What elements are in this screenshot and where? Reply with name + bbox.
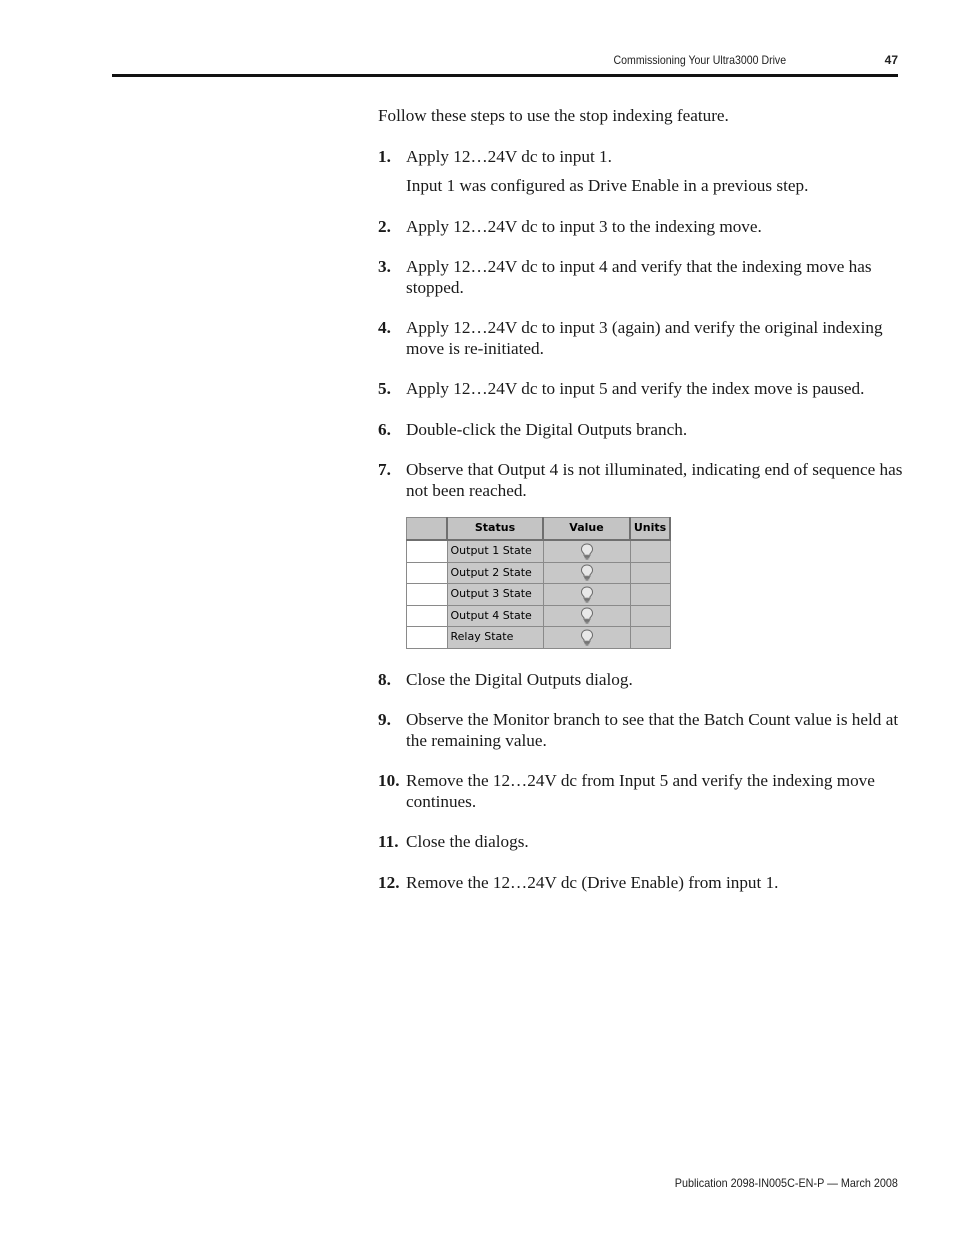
row-header-cell[interactable] xyxy=(407,562,448,584)
step-5 xyxy=(378,379,903,400)
step-1 xyxy=(378,147,903,197)
header-rule xyxy=(112,74,898,77)
step-number: 6. xyxy=(378,419,391,439)
step-6 xyxy=(378,420,903,441)
value-cell xyxy=(543,605,630,627)
column-header-status[interactable]: Status xyxy=(447,518,543,541)
output-name-cell: Output 2 State xyxy=(447,562,543,584)
value-cell xyxy=(543,627,630,649)
lightbulb-off-icon xyxy=(580,607,594,624)
header-blank-cell xyxy=(407,518,448,541)
units-cell xyxy=(630,627,670,649)
row-header-cell[interactable] xyxy=(407,605,448,627)
step-text: Double-click the Digital Outputs branch. xyxy=(406,419,688,439)
row-header-cell[interactable] xyxy=(407,584,448,606)
step-text: Apply 12…24V dc to input 1. xyxy=(406,146,612,166)
intro-text: Follow these steps to use the stop indexing feature. xyxy=(378,106,729,125)
table-row[interactable] xyxy=(407,627,671,649)
step-text: Apply 12…24V dc to input 3 (again) and verify the original indexing move is re-initiated. xyxy=(406,318,883,358)
step-2 xyxy=(378,217,903,238)
step-text: Apply 12…24V dc to input 3 to the indexing move. xyxy=(406,216,762,236)
step-text: Close the Digital Outputs dialog. xyxy=(406,669,633,689)
lightbulb-off-icon xyxy=(580,543,594,560)
digital-outputs-screenshot xyxy=(406,517,903,649)
table-header-row xyxy=(407,518,671,541)
column-header-units[interactable]: Units xyxy=(630,518,670,541)
step-text: Apply 12…24V dc to input 5 and verify the index move is paused. xyxy=(406,379,865,398)
step-number: 4. xyxy=(378,318,391,337)
output-name-cell: Output 3 State xyxy=(447,584,543,606)
step-number: 7. xyxy=(378,460,391,479)
step-note: Input 1 was configured as Drive Enable in a previous step. xyxy=(406,176,809,195)
step-10 xyxy=(378,771,903,812)
table-row[interactable] xyxy=(407,562,671,584)
value-cell xyxy=(543,562,630,584)
row-header-cell[interactable] xyxy=(407,627,448,649)
column-header-value[interactable]: Value xyxy=(543,518,630,541)
step-4 xyxy=(378,318,903,359)
step-text: Remove the 12…24V dc from Input 5 and verify the indexing move continues. xyxy=(406,771,875,811)
units-cell xyxy=(630,562,670,584)
step-3 xyxy=(378,257,903,298)
step-8 xyxy=(378,670,903,691)
step-number: 2. xyxy=(378,216,391,236)
step-text: Remove the 12…24V dc (Drive Enable) from input 1. xyxy=(406,872,779,892)
output-name-cell: Output 4 State xyxy=(447,605,543,627)
step-7 xyxy=(378,460,903,501)
step-number: 8. xyxy=(378,669,391,689)
value-cell xyxy=(543,584,630,606)
step-text: Observe the Monitor branch to see that the Batch Count value is held at the remaining value. xyxy=(406,710,899,750)
step-9 xyxy=(378,710,903,751)
step-number: 1. xyxy=(378,146,391,166)
step-number: 5. xyxy=(378,379,391,398)
step-number: 3. xyxy=(378,257,391,276)
step-11 xyxy=(378,832,903,853)
step-text: Observe that Output 4 is not illuminated, indicating end of sequence has not been reached. xyxy=(406,460,903,500)
table-row[interactable] xyxy=(407,584,671,606)
step-text: Apply 12…24V dc to input 4 and verify that the indexing move has stopped. xyxy=(406,257,872,297)
lightbulb-off-icon xyxy=(580,629,594,646)
output-name-cell: Output 1 State xyxy=(447,540,543,562)
main-content xyxy=(378,106,903,913)
lightbulb-off-icon xyxy=(580,564,594,581)
publication-footer: Publication 2098-IN005C-EN-P — March 2008 xyxy=(674,1176,898,1190)
lightbulb-off-icon xyxy=(580,586,594,603)
units-cell xyxy=(630,605,670,627)
table-row[interactable] xyxy=(407,540,671,562)
digital-outputs-table xyxy=(406,517,671,649)
step-number: 9. xyxy=(378,710,391,729)
step-12 xyxy=(378,873,903,894)
page-header xyxy=(112,52,898,70)
step-number: 12. xyxy=(378,872,400,892)
table-row[interactable] xyxy=(407,605,671,627)
units-cell xyxy=(630,540,670,562)
step-number: 10. xyxy=(378,771,400,790)
value-cell xyxy=(543,540,630,562)
step-number: 11. xyxy=(378,832,399,851)
output-name-cell: Relay State xyxy=(447,627,543,649)
units-cell xyxy=(630,584,670,606)
step-text: Close the dialogs. xyxy=(406,832,529,851)
page-number: 47 xyxy=(884,53,898,67)
header-title: Commissioning Your Ultra3000 Drive xyxy=(613,53,786,67)
row-header-cell[interactable] xyxy=(407,540,448,562)
